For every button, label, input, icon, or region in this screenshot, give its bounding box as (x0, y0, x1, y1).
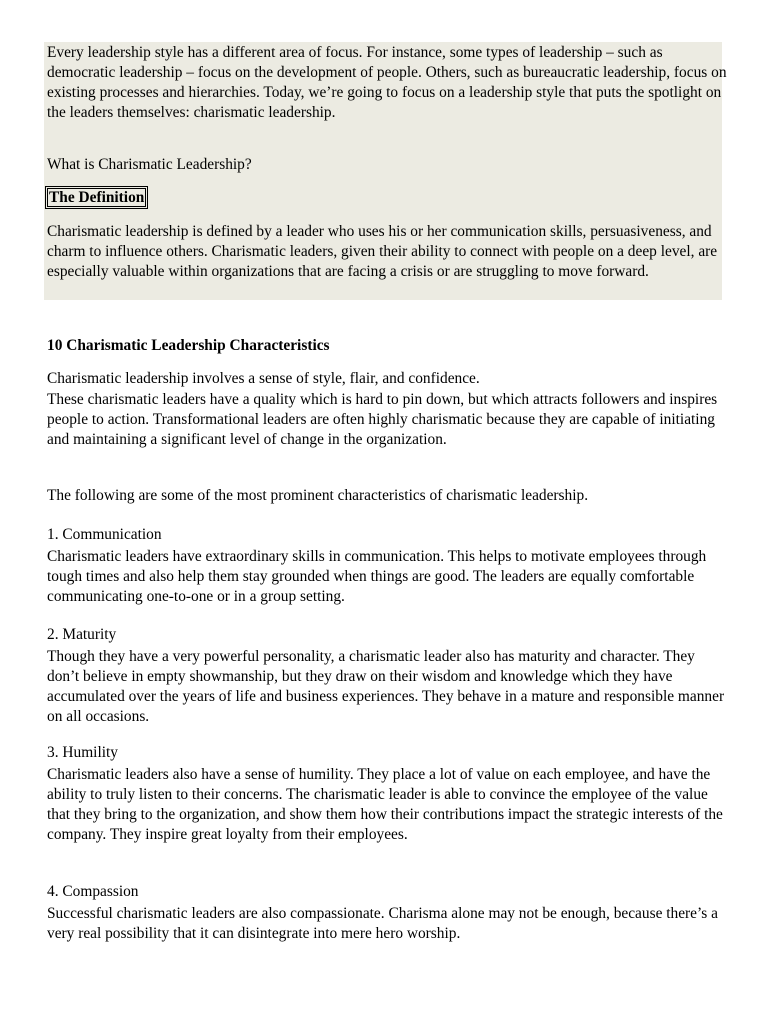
definition-paragraph: Charismatic leadership is defined by a leader who uses his or her communication skills, persuasiveness, and charm to influence others. Charismatic leaders, given their ability to connect with people on a deep level, are especially valuable within organizations that are facing a crisis or are struggling to move forward. (47, 223, 718, 280)
item-title-maturity: 2. Maturity (47, 626, 117, 643)
item-title-communication: 1. Communication (47, 526, 162, 543)
characteristics-lead: Charismatic leadership involves a sense of style, flair, and confidence. (47, 370, 480, 387)
item-title-compassion: 4. Compassion (47, 883, 139, 900)
item-text-humility: Charismatic leaders also have a sense of humility. They place a lot of value on each employee, and have the ability to truly listen to their concerns. The charismatic leader is able to convince the employee of the value that they bring to the organization, and show them how their contributions impact the strategic interests of the company. They inspire great loyalty from their employees. (47, 766, 723, 843)
characteristics-body: These charismatic leaders have a quality which is hard to pin down, but which attracts followers and inspires people to action. Transformational leaders are often highly charismatic because they are capable of initiating and maintaining a significant level of change in the organization. (47, 391, 718, 448)
item-text-communication: Charismatic leaders have extraordinary skills in communication. This helps to motivate employees through tough times and also help them stay grounded when things are good. The leaders are equally comfortable communicating one-to-one or in a group setting. (47, 548, 707, 605)
item-text-compassion: Successful charismatic leaders are also compassionate. Charisma alone may not be enough, because there’s a very real possibility that it can disintegrate into mere hero worship. (47, 905, 718, 942)
item-text-maturity: Though they have a very powerful personality, a charismatic leader also has maturity and character. They don’t believe in empty showmanship, but they draw on their wisdom and knowledge which they have accumulated over the years of life and business experiences. They behave in a mature and responsible manner on all occasions. (47, 648, 725, 725)
intro-paragraph: Every leadership style has a different area of focus. For instance, some types of leadership – such as democratic leadership – focus on the development of people. Others, such as bureaucratic leadership, focus on existing processes and hierarchies. Today, we’re going to focus on a leadership style that puts the spotlight on the leaders themselves: charismatic leadership. (47, 44, 727, 121)
characteristics-list-intro: The following are some of the most prominent characteristics of charismatic leadership. (47, 487, 589, 504)
definition-question: What is Charismatic Leadership? (47, 156, 252, 173)
definition-heading-wrap (47, 188, 727, 208)
definition-heading: The Definition (49, 189, 145, 206)
item-title-humility: 3. Humility (47, 744, 118, 761)
characteristics-heading: 10 Charismatic Leadership Characteristics (47, 337, 330, 354)
